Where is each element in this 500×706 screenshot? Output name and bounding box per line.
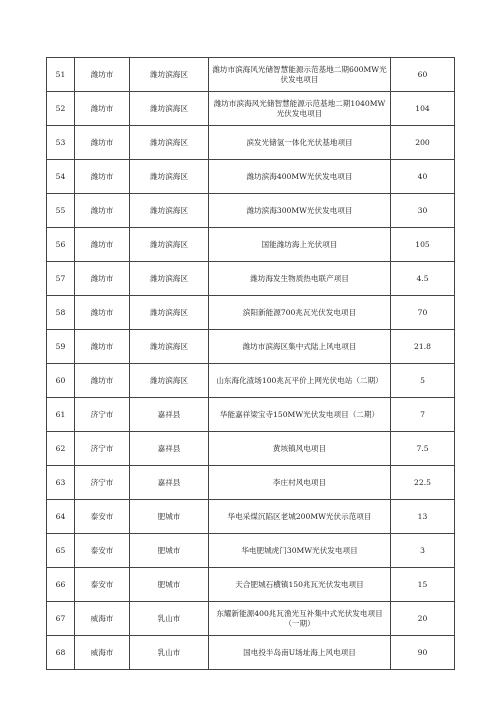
table-row bbox=[47, 364, 455, 398]
capacity-cell: 15 bbox=[391, 568, 455, 602]
table-row bbox=[47, 500, 455, 534]
project-name-cell: 潍坊滨海300MW光伏发电项目 bbox=[209, 194, 391, 228]
city-cell: 潍坊市 bbox=[75, 126, 130, 160]
district-cell: 潍坊滨海区 bbox=[130, 330, 209, 364]
table-row bbox=[47, 262, 455, 296]
row-number: 57 bbox=[47, 262, 75, 296]
row-number: 59 bbox=[47, 330, 75, 364]
city-cell: 泰安市 bbox=[75, 568, 130, 602]
project-name-cell: 潍坊市滨海风光储智慧能源示范基地二期600MW光伏发电项目 bbox=[209, 58, 391, 92]
table-row bbox=[47, 228, 455, 262]
city-cell: 潍坊市 bbox=[75, 296, 130, 330]
capacity-cell: 7 bbox=[391, 398, 455, 432]
capacity-cell: 21.8 bbox=[391, 330, 455, 364]
district-cell: 肥城市 bbox=[130, 568, 209, 602]
project-name-cell: 东耀新能源400兆瓦渔光互补集中式光伏发电项目（一期） bbox=[209, 602, 391, 636]
district-cell: 嘉祥县 bbox=[130, 432, 209, 466]
table-row bbox=[47, 534, 455, 568]
row-number: 54 bbox=[47, 160, 75, 194]
capacity-cell: 4.5 bbox=[391, 262, 455, 296]
district-cell: 潍坊滨海区 bbox=[130, 364, 209, 398]
capacity-cell: 13 bbox=[391, 500, 455, 534]
table-row bbox=[47, 568, 455, 602]
project-name-cell: 潍坊市滨海风光储智慧能源示范基地二期1040MW光伏发电项目 bbox=[209, 92, 391, 126]
capacity-cell: 20 bbox=[391, 602, 455, 636]
district-cell: 肥城市 bbox=[130, 500, 209, 534]
capacity-cell: 70 bbox=[391, 296, 455, 330]
table-row bbox=[47, 432, 455, 466]
district-cell: 潍坊滨海区 bbox=[130, 296, 209, 330]
project-name-cell: 国电投半岛南U场址海上风电项目 bbox=[209, 636, 391, 670]
row-number: 68 bbox=[47, 636, 75, 670]
project-table bbox=[46, 57, 455, 670]
district-cell: 潍坊滨海区 bbox=[130, 58, 209, 92]
capacity-cell: 7.5 bbox=[391, 432, 455, 466]
city-cell: 潍坊市 bbox=[75, 92, 130, 126]
capacity-cell: 90 bbox=[391, 636, 455, 670]
project-name-cell: 潍坊滨海400MW光伏发电项目 bbox=[209, 160, 391, 194]
city-cell: 泰安市 bbox=[75, 534, 130, 568]
row-number: 56 bbox=[47, 228, 75, 262]
project-name-cell: 潍坊市滨海区集中式陆上风电项目 bbox=[209, 330, 391, 364]
city-cell: 潍坊市 bbox=[75, 194, 130, 228]
table-row bbox=[47, 636, 455, 670]
row-number: 51 bbox=[47, 58, 75, 92]
table-row bbox=[47, 330, 455, 364]
project-name-cell: 天合肥城石横镇150兆瓦光伏发电项目 bbox=[209, 568, 391, 602]
district-cell: 潍坊滨海区 bbox=[130, 194, 209, 228]
project-name-cell: 山东海化渣场100兆瓦平价上网光伏电站（二期） bbox=[209, 364, 391, 398]
capacity-cell: 104 bbox=[391, 92, 455, 126]
row-number: 66 bbox=[47, 568, 75, 602]
project-name-cell: 潍坊海发生物质热电联产项目 bbox=[209, 262, 391, 296]
city-cell: 威海市 bbox=[75, 602, 130, 636]
capacity-cell: 40 bbox=[391, 160, 455, 194]
capacity-cell: 5 bbox=[391, 364, 455, 398]
district-cell: 嘉祥县 bbox=[130, 398, 209, 432]
district-cell: 潍坊滨海区 bbox=[130, 92, 209, 126]
capacity-cell: 3 bbox=[391, 534, 455, 568]
project-name-cell: 滨发光储氢一体化光伏基地项目 bbox=[209, 126, 391, 160]
table-row bbox=[47, 126, 455, 160]
row-number: 55 bbox=[47, 194, 75, 228]
city-cell: 潍坊市 bbox=[75, 330, 130, 364]
table-row bbox=[47, 58, 455, 92]
project-table-body bbox=[47, 58, 455, 670]
district-cell: 乳山市 bbox=[130, 636, 209, 670]
row-number: 64 bbox=[47, 500, 75, 534]
table-row bbox=[47, 92, 455, 126]
project-name-cell: 华电肥城虎门30MW光伏发电项目 bbox=[209, 534, 391, 568]
city-cell: 潍坊市 bbox=[75, 160, 130, 194]
city-cell: 泰安市 bbox=[75, 500, 130, 534]
city-cell: 济宁市 bbox=[75, 398, 130, 432]
city-cell: 潍坊市 bbox=[75, 364, 130, 398]
district-cell: 嘉祥县 bbox=[130, 466, 209, 500]
district-cell: 肥城市 bbox=[130, 534, 209, 568]
capacity-cell: 105 bbox=[391, 228, 455, 262]
project-name-cell: 黄垓镇风电项目 bbox=[209, 432, 391, 466]
district-cell: 潍坊滨海区 bbox=[130, 262, 209, 296]
row-number: 61 bbox=[47, 398, 75, 432]
row-number: 60 bbox=[47, 364, 75, 398]
row-number: 58 bbox=[47, 296, 75, 330]
district-cell: 潍坊滨海区 bbox=[130, 126, 209, 160]
project-table-page bbox=[46, 57, 454, 670]
project-name-cell: 滨阳新能源700兆瓦光伏发电项目 bbox=[209, 296, 391, 330]
city-cell: 济宁市 bbox=[75, 432, 130, 466]
row-number: 67 bbox=[47, 602, 75, 636]
district-cell: 潍坊滨海区 bbox=[130, 228, 209, 262]
table-row bbox=[47, 194, 455, 228]
table-row bbox=[47, 466, 455, 500]
table-row bbox=[47, 398, 455, 432]
row-number: 53 bbox=[47, 126, 75, 160]
project-name-cell: 李庄村风电项目 bbox=[209, 466, 391, 500]
city-cell: 潍坊市 bbox=[75, 262, 130, 296]
table-row bbox=[47, 296, 455, 330]
capacity-cell: 60 bbox=[391, 58, 455, 92]
project-name-cell: 华电采煤沉陷区老城200MW光伏示范项目 bbox=[209, 500, 391, 534]
row-number: 52 bbox=[47, 92, 75, 126]
city-cell: 威海市 bbox=[75, 636, 130, 670]
table-row bbox=[47, 602, 455, 636]
row-number: 65 bbox=[47, 534, 75, 568]
row-number: 62 bbox=[47, 432, 75, 466]
project-name-cell: 华能嘉祥梁宝寺150MW光伏发电项目（二期） bbox=[209, 398, 391, 432]
city-cell: 济宁市 bbox=[75, 466, 130, 500]
city-cell: 潍坊市 bbox=[75, 58, 130, 92]
project-name-cell: 国能潍坊海上光伏项目 bbox=[209, 228, 391, 262]
capacity-cell: 30 bbox=[391, 194, 455, 228]
capacity-cell: 200 bbox=[391, 126, 455, 160]
city-cell: 潍坊市 bbox=[75, 228, 130, 262]
district-cell: 乳山市 bbox=[130, 602, 209, 636]
row-number: 63 bbox=[47, 466, 75, 500]
capacity-cell: 22.5 bbox=[391, 466, 455, 500]
table-row bbox=[47, 160, 455, 194]
district-cell: 潍坊滨海区 bbox=[130, 160, 209, 194]
